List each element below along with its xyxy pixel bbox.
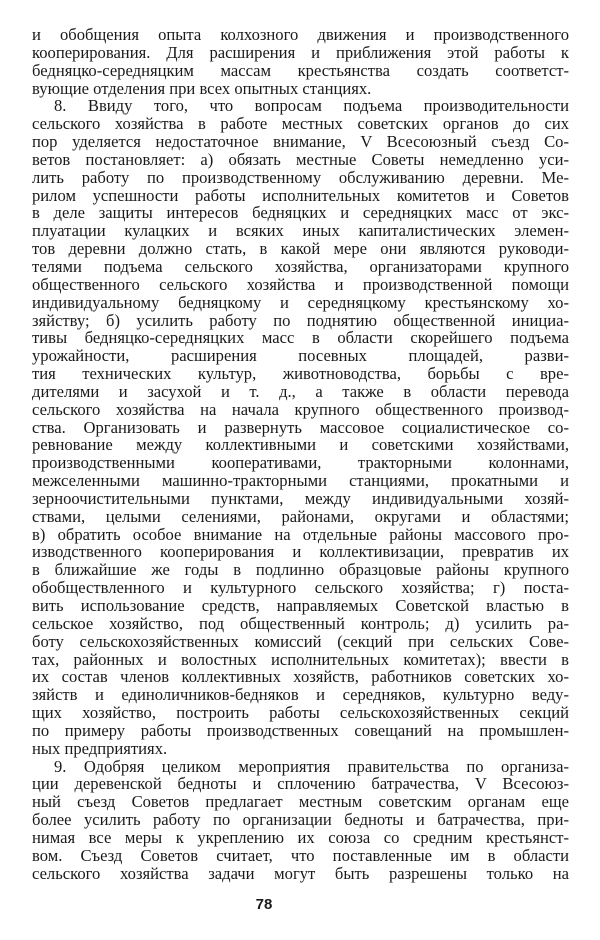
text-line: дителями и засухой и т. д., а также в области перевода	[32, 381, 569, 401]
text-line: кооперирования. Для расширения и приближения этой работы к	[32, 42, 569, 62]
text-line: вить использование средств, направляемых Советской властью в	[32, 596, 569, 615]
text-line: производственными кооперативами, тракторными колоннами,	[32, 453, 569, 473]
text-line: пор уделяется недостаточное внимание, V Всесоюзный съезд Со-	[32, 132, 569, 152]
text-line: зяйств и единоличников-бедняков и середняков, культурно веду-	[32, 685, 569, 705]
paragraph-first-line: 9. Одобряя целиком мероприятия правительства по организа-	[54, 756, 569, 776]
text-line: рилом успешности работы исполнительных комитетов и Советов	[32, 185, 569, 205]
text-line: обобществленного и культурного сельского хозяйства; г) поста-	[32, 578, 569, 598]
text-line: боту сельскохозяйственных комиссий (секций при сельских Сове-	[32, 631, 569, 651]
paragraph-first-line: 8. Ввиду того, что вопросам подъема производительности	[54, 96, 569, 116]
text-line: их состав членов коллективных хозяйств, работников советских хо-	[32, 667, 569, 687]
text-line: ревнование между коллективными и советскими хозяйствами,	[32, 435, 569, 455]
text-line: в деле защиты интересов бедняцких и середняцких масс от экс-	[32, 203, 569, 223]
text-line: урожайности, расширения посевных площадей, разви-	[32, 346, 569, 366]
text-line: зерноочистительными пунктами, между индивидуальными хозяй-	[32, 488, 569, 508]
text-line: зяйству; б) усилить работу по поднятию общественной инициа-	[32, 310, 569, 330]
text-line: в) обратить особое внимание на отдельные районы массового про-	[32, 524, 569, 544]
text-line: тах, районных и волостных исполнительных комитетах); ввести в	[32, 649, 569, 669]
text-line: сельского хозяйства на начала крупного общественного производ-	[32, 399, 569, 419]
text-line: более усилить работу по организации бедноты и батрачества, при-	[32, 810, 569, 830]
text-line: вующие отделения при всех опытных станциях.	[32, 78, 372, 98]
text-line: и обобщения опыта колхозного движения и производственного	[32, 25, 569, 44]
text-line: ции деревенской бедноты и сплочению батрачества, V Всесоюз-	[32, 774, 569, 794]
text-line: тов деревни должно стать, в какой мере они являются руководи-	[32, 239, 569, 259]
text-line: вом. Съезд Советов считает, что поставленные им в области	[32, 845, 569, 865]
text-line: межселенными машинно-тракторными станциями, прокатными и	[32, 471, 569, 491]
text-line: нимая все меры к укреплению их союза со средним крестьянст-	[32, 827, 569, 847]
document-body	[32, 26, 569, 883]
text-line: общественного сельского хозяйства и производственной помощи	[32, 274, 569, 294]
text-line: в ближайшие же годы в подлинно образцовые районы крупного	[32, 560, 569, 580]
text-line: тия технических культур, животноводства, борьбы с вре-	[32, 364, 569, 384]
text-line: плуатации кулацких и всяких иных капиталистических элемен-	[32, 221, 569, 241]
text-line: по примеру работы производственных совещаний на промышлен-	[32, 720, 569, 740]
text-line: лить работу по производственному обслуживанию деревни. Ме-	[32, 167, 569, 187]
text-line: щих хозяйство, построить работы сельскохозяйственных секций	[32, 703, 569, 723]
page-number: 78	[255, 896, 273, 913]
text-line: ный съезд Советов предлагает местным советским органам еще	[32, 792, 569, 812]
text-line: сельское хозяйство, под общественный контроль; д) усилить ра-	[32, 613, 569, 633]
text-line: тивы бедняцко-середняцких масс в области скорейшего подъема	[32, 328, 569, 348]
text-line: сельского хозяйства задачи могут быть разрешены только на	[32, 863, 569, 883]
text-line: телями подъема сельского хозяйства, организаторами крупного	[32, 256, 569, 276]
text-line: ствами, целыми селениями, районами, округами и областями;	[32, 506, 569, 526]
text-line: ветов постановляет: а) обязать местные Советы немедленно уси-	[32, 149, 569, 169]
text-line: ства. Организовать и развернуть массовое социалистическое со-	[32, 417, 569, 437]
text-line: ных предприятиях.	[32, 738, 168, 758]
text-line: изводственного кооперирования и коллективизации, превратив их	[32, 542, 569, 562]
text-line: бедняцко-середняцким массам крестьянства создать соответст-	[32, 60, 569, 80]
text-line: сельского хозяйства в работе местных советских органов до сих	[32, 114, 569, 134]
text-line: индивидуальному бедняцкому и середняцкому крестьянскому хо-	[32, 292, 569, 312]
